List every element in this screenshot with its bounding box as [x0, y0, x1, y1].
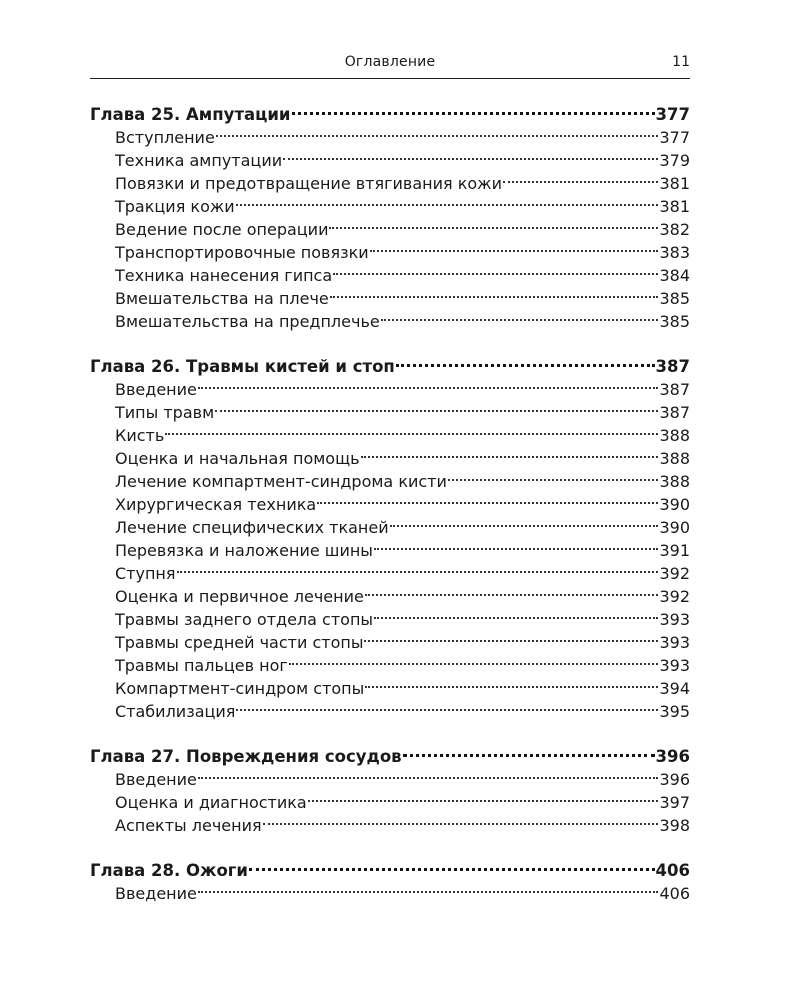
section-entry-page: 390	[659, 495, 690, 514]
section-entry[interactable]	[90, 441, 690, 468]
section-entry-page: 379	[659, 151, 690, 170]
chapter-entry-title: Глава 27. Повреждения сосудов	[90, 747, 402, 766]
section-entry-page: 384	[659, 266, 690, 285]
dot-leader	[448, 464, 659, 487]
running-title: Оглавление	[344, 54, 436, 70]
dot-leader	[374, 533, 659, 556]
section-entry-page: 406	[659, 884, 690, 903]
section-entry-page: 383	[659, 243, 690, 262]
dot-leader	[365, 579, 659, 602]
table-of-contents	[90, 97, 690, 903]
section-entry-title: Транспортировочные повязки	[115, 243, 369, 262]
dot-leader	[215, 395, 658, 418]
section-entry-page: 388	[659, 449, 690, 468]
section-entry-title: Перевязка и наложение шины	[115, 541, 373, 560]
chapter-entry-title: Глава 28. Ожоги	[90, 861, 248, 880]
section-entry-title: Кисть	[115, 426, 165, 445]
section-entry-page: 387	[659, 403, 690, 422]
dot-leader	[249, 853, 655, 876]
section-entry-page: 397	[659, 793, 690, 812]
dot-leader	[236, 694, 658, 717]
page-header	[90, 54, 690, 79]
dot-leader	[330, 281, 659, 304]
section-entry-title: Оценка и начальная помощь	[115, 449, 360, 468]
section-entry-title: Тракция кожи	[115, 197, 235, 216]
section-entry[interactable]	[90, 556, 690, 583]
section-entry-page: 394	[659, 679, 690, 698]
section-entry-title: Аспекты лечения	[115, 816, 262, 835]
section-entry[interactable]	[90, 418, 690, 445]
chapter-entry[interactable]	[90, 853, 690, 880]
chapter-block	[90, 739, 690, 835]
section-entry-title: Лечение специфических тканей	[115, 518, 389, 537]
dot-leader	[396, 349, 655, 372]
chapter-entry[interactable]	[90, 349, 690, 376]
section-entry-page: 382	[659, 220, 690, 239]
section-entry-title: Компартмент-синдром стопы	[115, 679, 365, 698]
section-entry-title: Травмы пальцев ног	[115, 656, 288, 675]
chapter-block	[90, 853, 690, 903]
dot-leader	[364, 625, 658, 648]
chapter-entry-page: 387	[655, 357, 690, 376]
section-entry-title: Техника нанесения гипса	[115, 266, 333, 285]
dot-leader	[390, 510, 659, 533]
section-entry-title: Травмы средней части стопы	[115, 633, 364, 652]
section-entry-title: Хирургическая техника	[115, 495, 317, 514]
chapter-entry-title: Глава 25. Ампутации	[90, 105, 291, 124]
page-number: 11	[672, 54, 690, 70]
dot-leader	[289, 648, 659, 671]
section-entry-title: Вмешательства на предплечье	[115, 312, 380, 331]
section-entry-title: Оценка и диагностика	[115, 793, 307, 812]
dot-leader	[333, 258, 658, 281]
dot-leader	[292, 97, 655, 120]
dot-leader	[370, 235, 659, 258]
dot-leader	[329, 212, 658, 235]
section-entry-page: 388	[659, 426, 690, 445]
section-entry-title: Ступня	[115, 564, 176, 583]
section-entry-title: Травмы заднего отдела стопы	[115, 610, 374, 629]
section-entry-title: Введение	[115, 770, 197, 789]
dot-leader	[317, 487, 658, 510]
dot-leader	[365, 671, 658, 694]
section-entry-page: 381	[659, 174, 690, 193]
section-entry-title: Техника ампутации	[115, 151, 283, 170]
dot-leader	[177, 556, 659, 579]
dot-leader	[198, 372, 659, 395]
section-entry-page: 381	[659, 197, 690, 216]
dot-leader	[503, 166, 658, 189]
section-entry-title: Введение	[115, 884, 197, 903]
chapter-entry[interactable]	[90, 97, 690, 124]
dot-leader	[263, 808, 659, 831]
section-entry-page: 377	[659, 128, 690, 147]
section-entry-title: Оценка и первичное лечение	[115, 587, 364, 606]
section-entry-page: 393	[659, 656, 690, 675]
dot-leader	[381, 304, 659, 327]
section-entry-page: 387	[659, 380, 690, 399]
section-entry-title: Введение	[115, 380, 197, 399]
section-entry-page: 391	[659, 541, 690, 560]
chapter-block	[90, 349, 690, 721]
dot-leader	[198, 876, 659, 899]
chapter-entry-page: 396	[655, 747, 690, 766]
dot-leader	[308, 785, 659, 808]
section-entry-page: 392	[659, 564, 690, 583]
chapter-entry[interactable]	[90, 739, 690, 766]
section-entry-page: 390	[659, 518, 690, 537]
chapter-entry-page: 406	[655, 861, 690, 880]
section-entry-page: 398	[659, 816, 690, 835]
section-entry-title: Вступление	[115, 128, 215, 147]
dot-leader	[361, 441, 659, 464]
section-entry-title: Ведение после операции	[115, 220, 329, 239]
section-entry-page: 385	[659, 312, 690, 331]
section-entry-page: 395	[659, 702, 690, 721]
dot-leader	[374, 602, 658, 625]
section-entry-page: 388	[659, 472, 690, 491]
section-entry-title: Вмешательства на плече	[115, 289, 329, 308]
section-entry-page: 385	[659, 289, 690, 308]
dot-leader	[165, 418, 658, 441]
dot-leader	[403, 739, 655, 762]
dot-leader	[236, 189, 659, 212]
book-page	[90, 0, 690, 1000]
chapter-block	[90, 97, 690, 331]
section-entry-title: Типы травм	[115, 403, 215, 422]
section-entry-title: Стабилизация	[115, 702, 236, 721]
chapter-entry-page: 377	[655, 105, 690, 124]
dot-leader	[216, 120, 659, 143]
section-entry-title: Повязки и предотвращение втягивания кожи	[115, 174, 502, 193]
section-entry-page: 393	[659, 633, 690, 652]
section-entry-page: 396	[659, 770, 690, 789]
section-entry-page: 392	[659, 587, 690, 606]
section-entry-title: Лечение компартмент-синдрома кисти	[115, 472, 447, 491]
section-entry[interactable]	[90, 579, 690, 606]
section-entry-page: 393	[659, 610, 690, 629]
chapter-entry-title: Глава 26. Травмы кистей и стоп	[90, 357, 395, 376]
dot-leader	[198, 762, 659, 785]
dot-leader	[283, 143, 658, 166]
